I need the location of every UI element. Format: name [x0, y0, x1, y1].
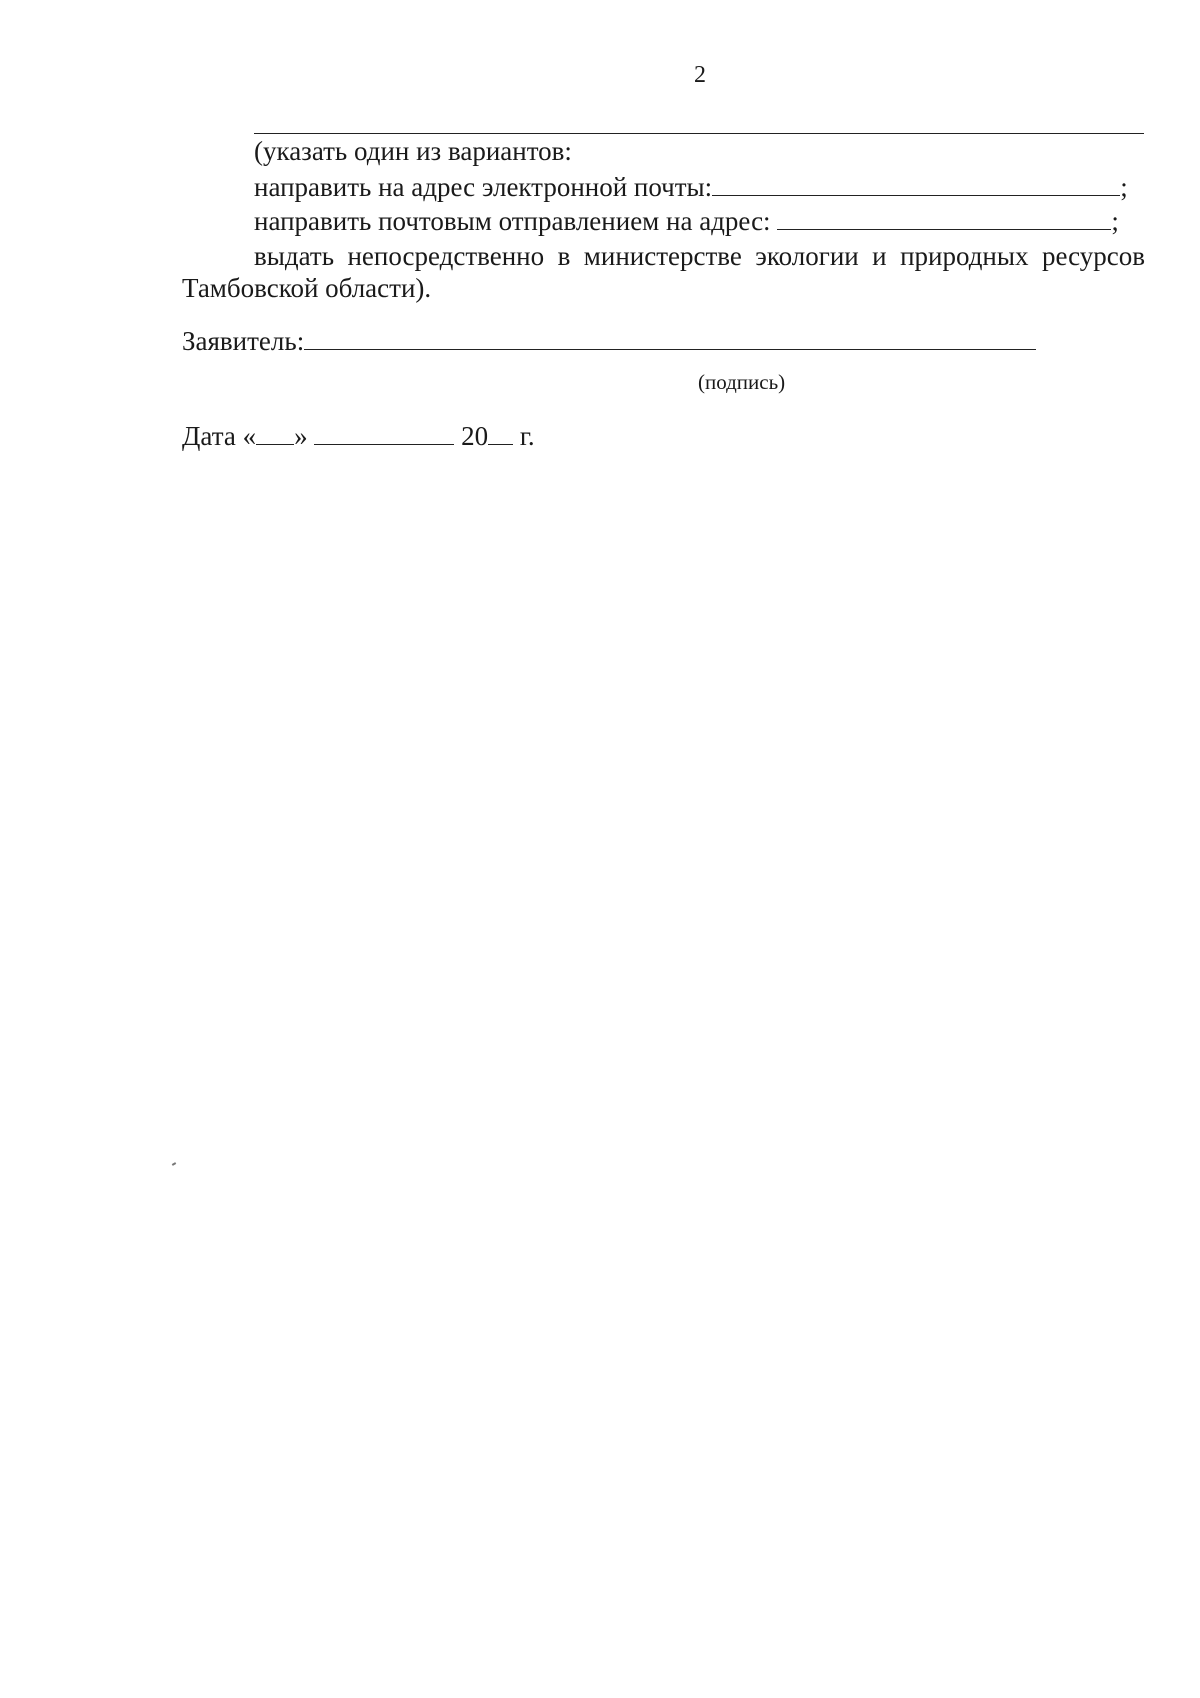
delivery-intro: (указать один из вариантов: [254, 136, 572, 166]
applicant-label: Заявитель: [182, 326, 305, 356]
date-day-field[interactable] [256, 422, 294, 445]
date-year-prefix: 20 [461, 421, 489, 451]
top-fill-line [254, 133, 1144, 134]
applicant-signature-field[interactable] [304, 327, 1036, 350]
applicant-row [182, 325, 1036, 357]
delivery-email-label: направить на адрес электронной почты: [254, 172, 713, 202]
delivery-post-row [254, 205, 1119, 237]
post-row-end: ; [1111, 206, 1119, 236]
delivery-post-label: направить почтовым отправлением на адрес: [254, 206, 771, 236]
email-field[interactable] [712, 173, 1120, 196]
page-number: 2 [694, 62, 706, 88]
date-year-field[interactable] [488, 422, 513, 445]
date-year-suffix: г. [519, 421, 535, 451]
postal-address-field[interactable] [777, 207, 1111, 230]
delivery-inperson-line2: Тамбовской области). [182, 273, 432, 303]
date-month-field[interactable] [314, 422, 454, 445]
date-quote-close: » [294, 421, 308, 451]
date-row [182, 420, 535, 452]
date-label: Дата « [182, 421, 257, 451]
delivery-inperson-line1: выдать непосредственно в министерстве экологии и природных ресурсов [254, 241, 1145, 271]
email-row-end: ; [1120, 172, 1128, 202]
signature-caption: (подпись) [698, 370, 786, 394]
stray-mark [172, 1162, 176, 1166]
delivery-email-row [254, 171, 1128, 203]
